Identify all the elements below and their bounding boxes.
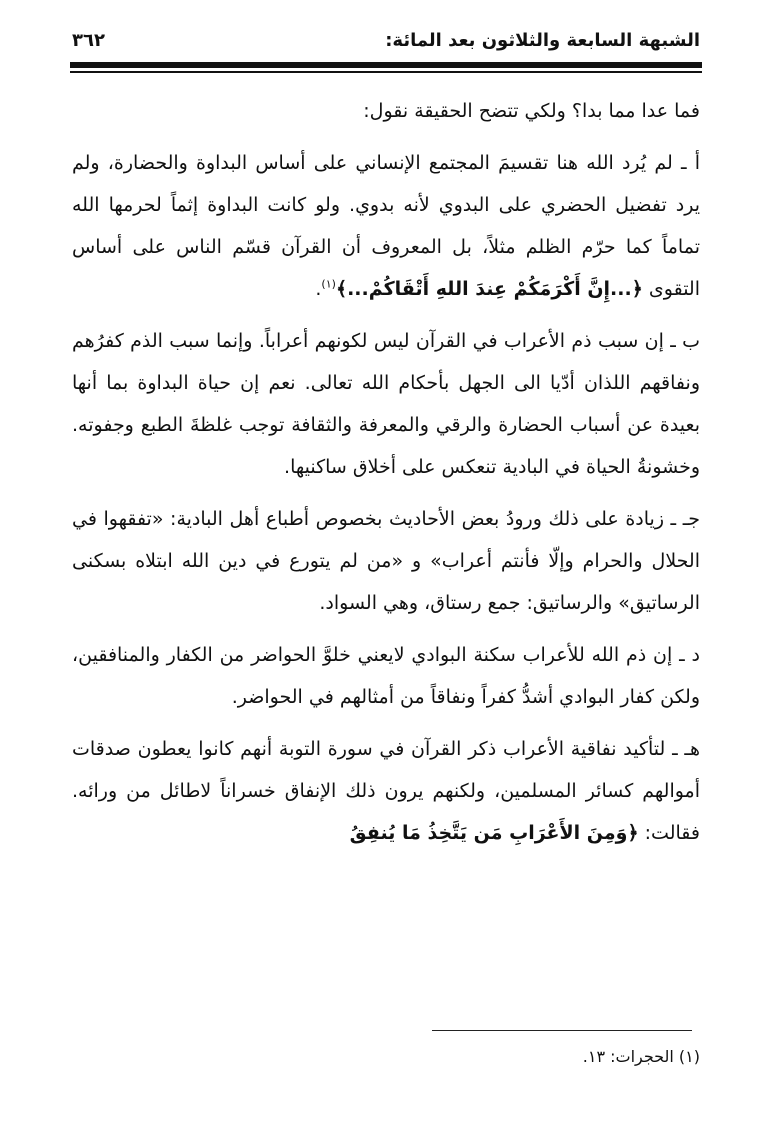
paragraph-c: جـ ـ زيادة على ذلك ورودُ بعض الأحاديث بخصوص أطباع أهل البادية: «تفقهوا في الحلال والحرام وإلّا فأنتم أعراب» و «من لم يتورع في دين الله ابتلاه بسكنى الرساتيق» والرساتيق: جمع رستاق، وهي السواد.: [72, 508, 700, 614]
header-rule-thin: [70, 71, 702, 73]
paragraph-e-text: هـ ـ لتأكيد نفاقية الأعراب ذكر القرآن في سورة التوبة أنهم كانوا يعطون صدقات أموالهم كسائر المسلمين، ولكنهم يرون ذلك الإنفاق خسراناً لاطائل من ورائه. فقالت:: [72, 738, 700, 844]
paragraph-b: ب ـ إن سبب ذم الأعراب في القرآن ليس لكونهم أعراباً. وإنما سبب الذم كفرُهم ونفاقهم اللذان أدّيا الى الجهل بأحكام الله تعالى. نعم إن حياة البداوة بما أنها بعيدة عن أسباب الحضارة والرقي والمعرفة والثقافة توجب غلظةَ الطبع وجفوته. وخشونةُ الحياة في البادية تنعكس على أخلاق ساكنيها.: [72, 330, 700, 478]
paragraph-a-text: أ ـ لم يُرد الله هنا تقسيمَ المجتمع الإنساني على أساس البداوة والحضارة، ولم يرد تفضيل الحضري على البدوي لأنه بدوي. ولو كانت البداوة إثماً لحرمها الله تماماً كما حرّم الظلم مثلاً، بل المعروف أن القرآن قسّم الناس على أساس التقوى: [72, 152, 700, 300]
footnote-divider: [432, 1030, 692, 1031]
chapter-heading: الشبهة السابعة والثلاثون بعد المائة:: [385, 30, 700, 51]
page-header: [72, 26, 700, 56]
paragraph-intro: فما عدا مما بدا؟ ولكي تتضح الحقيقة نقول:: [363, 100, 700, 122]
footnote: (١) الحجرات: ١٣.: [582, 1047, 700, 1066]
paragraph-e: [72, 728, 700, 854]
header-rule-thick: [70, 62, 702, 68]
sentence-end: .: [315, 278, 322, 300]
body-text: [72, 90, 700, 864]
quran-verse-2: ﴿وَمِنَ الأَعْرَابِ مَن يَتَّخِذُ مَا يُنفِقُ: [349, 822, 639, 844]
footnote-ref: (١): [321, 277, 336, 291]
page-number: ٣٦٢: [72, 30, 105, 51]
paragraph-d: د ـ إن ذم الله للأعراب سكنة البوادي لايعني خلوَّ الحواضر من الكفار والمنافقين، ولكن كفار البوادي أشدُّ كفراً ونفاقاً من أمثالهم في الحواضر.: [72, 644, 700, 708]
paragraph-a: [72, 142, 700, 310]
quran-verse: ﴿...إِنَّ أَكْرَمَكُمْ عِندَ اللهِ أَتْقَاكُمْ...﴾: [335, 278, 643, 300]
